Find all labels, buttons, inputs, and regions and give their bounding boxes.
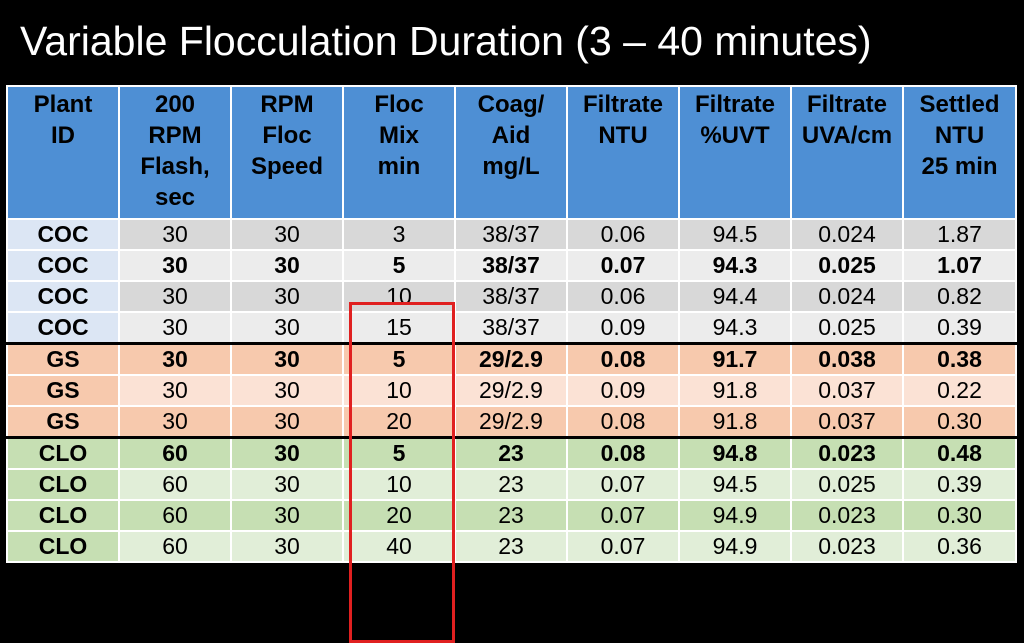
plant-id-cell: CLO <box>7 469 119 500</box>
table-cell: 0.30 <box>903 500 1016 531</box>
table-cell: 29/2.9 <box>455 344 567 376</box>
table-cell: 94.3 <box>679 250 791 281</box>
table-cell: 0.36 <box>903 531 1016 562</box>
table-cell: 30 <box>231 500 343 531</box>
column-header-line: Settled <box>919 91 1000 118</box>
plant-id-cell: COC <box>7 312 119 344</box>
table-cell: 38/37 <box>455 281 567 312</box>
table-cell: 0.38 <box>903 344 1016 376</box>
results-table-container <box>6 85 1015 560</box>
column-header-line: Plant <box>33 91 93 118</box>
plant-id-cell: COC <box>7 219 119 250</box>
table-cell: 29/2.9 <box>455 406 567 438</box>
table-cell: 30 <box>231 406 343 438</box>
column-header-line: %UVT <box>700 122 770 149</box>
table-cell: 10 <box>343 375 455 406</box>
table-cell: 0.024 <box>791 281 903 312</box>
table-cell: 94.9 <box>679 500 791 531</box>
plant-id-cell: GS <box>7 406 119 438</box>
column-header <box>455 86 567 219</box>
table-cell: 60 <box>119 500 231 531</box>
table-cell: 20 <box>343 500 455 531</box>
table-cell: 30 <box>231 469 343 500</box>
table-cell: 38/37 <box>455 312 567 344</box>
table-cell: 94.3 <box>679 312 791 344</box>
header-row <box>7 86 1016 219</box>
table-row <box>7 469 1016 500</box>
table-cell: 91.8 <box>679 406 791 438</box>
table-row <box>7 531 1016 562</box>
table-cell: 94.4 <box>679 281 791 312</box>
table-cell: 30 <box>231 531 343 562</box>
table-cell: 15 <box>343 312 455 344</box>
table-cell: 0.038 <box>791 344 903 376</box>
table-row <box>7 312 1016 344</box>
column-header-line: NTU <box>598 122 648 149</box>
table-cell: 94.5 <box>679 469 791 500</box>
table-row <box>7 219 1016 250</box>
column-header-line: min <box>377 153 421 180</box>
table-cell: 30 <box>119 406 231 438</box>
column-header <box>567 86 679 219</box>
column-header-line: Filtrate <box>806 91 887 118</box>
table-cell: 5 <box>343 438 455 470</box>
table-cell: 0.025 <box>791 469 903 500</box>
table-cell: 91.8 <box>679 375 791 406</box>
plant-id-cell: CLO <box>7 531 119 562</box>
column-header-line: 25 min <box>921 153 998 180</box>
table-cell: 30 <box>231 250 343 281</box>
table-cell: 94.9 <box>679 531 791 562</box>
table-cell: 60 <box>119 438 231 470</box>
plant-id-cell: COC <box>7 250 119 281</box>
column-header <box>119 86 231 219</box>
table-cell: 38/37 <box>455 219 567 250</box>
column-header-line: RPM <box>148 122 202 149</box>
table-row <box>7 438 1016 470</box>
slide-title: Variable Flocculation Duration (3 – 40 minutes) <box>20 18 872 64</box>
column-header-line: Filtrate <box>694 91 775 118</box>
column-header <box>679 86 791 219</box>
table-cell: 0.07 <box>567 250 679 281</box>
table-cell: 0.023 <box>791 438 903 470</box>
table-cell: 1.07 <box>903 250 1016 281</box>
column-header <box>791 86 903 219</box>
table-cell: 23 <box>455 531 567 562</box>
table-cell: 20 <box>343 406 455 438</box>
table-cell: 30 <box>119 250 231 281</box>
table-cell: 5 <box>343 344 455 376</box>
column-header <box>231 86 343 219</box>
column-header-line: Speed <box>250 153 324 180</box>
column-header-line: ID <box>51 122 75 149</box>
column-header <box>903 86 1016 219</box>
table-cell: 0.07 <box>567 500 679 531</box>
column-header-line: Coag/ <box>477 91 545 118</box>
table-cell: 23 <box>455 438 567 470</box>
table-cell: 30 <box>231 344 343 376</box>
table-cell: 94.5 <box>679 219 791 250</box>
column-header-line: NTU <box>934 122 985 149</box>
table-cell: 0.82 <box>903 281 1016 312</box>
table-cell: 1.87 <box>903 219 1016 250</box>
table-cell: 0.07 <box>567 469 679 500</box>
table-cell: 23 <box>455 500 567 531</box>
table-cell: 30 <box>231 438 343 470</box>
table-cell: 30 <box>231 281 343 312</box>
column-header-line: RPM <box>260 91 314 118</box>
table-cell: 30 <box>119 281 231 312</box>
column-header-line: Aid <box>491 122 531 149</box>
column-header <box>343 86 455 219</box>
table-body <box>7 219 1016 562</box>
plant-id-cell: CLO <box>7 500 119 531</box>
table-cell: 40 <box>343 531 455 562</box>
table-cell: 30 <box>119 219 231 250</box>
table-cell: 10 <box>343 469 455 500</box>
column-header-line: 200 <box>154 91 196 118</box>
column-header-line: mg/L <box>482 153 540 180</box>
table-cell: 0.08 <box>567 344 679 376</box>
table-cell: 30 <box>231 375 343 406</box>
table-cell: 0.023 <box>791 500 903 531</box>
table-cell: 94.8 <box>679 438 791 470</box>
table-cell: 3 <box>343 219 455 250</box>
plant-id-cell: GS <box>7 375 119 406</box>
table-cell: 0.06 <box>567 281 679 312</box>
table-cell: 0.39 <box>903 469 1016 500</box>
table-cell: 91.7 <box>679 344 791 376</box>
table-cell: 0.07 <box>567 531 679 562</box>
table-cell: 0.39 <box>903 312 1016 344</box>
table-cell: 0.025 <box>791 250 903 281</box>
table-cell: 30 <box>231 312 343 344</box>
column-header <box>7 86 119 219</box>
column-header-line: Mix <box>378 122 419 149</box>
table-cell: 30 <box>119 344 231 376</box>
table-cell: 0.023 <box>791 531 903 562</box>
table-row <box>7 281 1016 312</box>
column-header-line: Flash, <box>140 153 210 180</box>
table-cell: 0.48 <box>903 438 1016 470</box>
column-header-line: Floc <box>374 91 424 118</box>
table-row <box>7 375 1016 406</box>
table-cell: 29/2.9 <box>455 375 567 406</box>
results-table <box>6 85 1017 563</box>
plant-id-cell: GS <box>7 344 119 376</box>
table-cell: 30 <box>119 375 231 406</box>
table-cell: 0.037 <box>791 375 903 406</box>
table-cell: 0.08 <box>567 406 679 438</box>
table-cell: 0.22 <box>903 375 1016 406</box>
table-row <box>7 344 1016 376</box>
table-cell: 10 <box>343 281 455 312</box>
table-cell: 60 <box>119 531 231 562</box>
table-row <box>7 250 1016 281</box>
column-header-line: UVA/cm <box>801 122 893 149</box>
table-cell: 0.06 <box>567 219 679 250</box>
table-cell: 0.037 <box>791 406 903 438</box>
table-cell: 30 <box>119 312 231 344</box>
column-header-line: Floc <box>262 122 312 149</box>
column-header-line: Filtrate <box>582 91 663 118</box>
table-row <box>7 406 1016 438</box>
table-cell: 0.30 <box>903 406 1016 438</box>
table-cell: 0.09 <box>567 375 679 406</box>
table-cell: 30 <box>231 219 343 250</box>
table-cell: 0.08 <box>567 438 679 470</box>
table-row <box>7 500 1016 531</box>
table-cell: 60 <box>119 469 231 500</box>
plant-id-cell: COC <box>7 281 119 312</box>
table-cell: 38/37 <box>455 250 567 281</box>
table-cell: 5 <box>343 250 455 281</box>
table-cell: 0.024 <box>791 219 903 250</box>
table-cell: 0.025 <box>791 312 903 344</box>
column-header-line: sec <box>154 184 196 211</box>
plant-id-cell: CLO <box>7 438 119 470</box>
table-cell: 0.09 <box>567 312 679 344</box>
table-cell: 23 <box>455 469 567 500</box>
